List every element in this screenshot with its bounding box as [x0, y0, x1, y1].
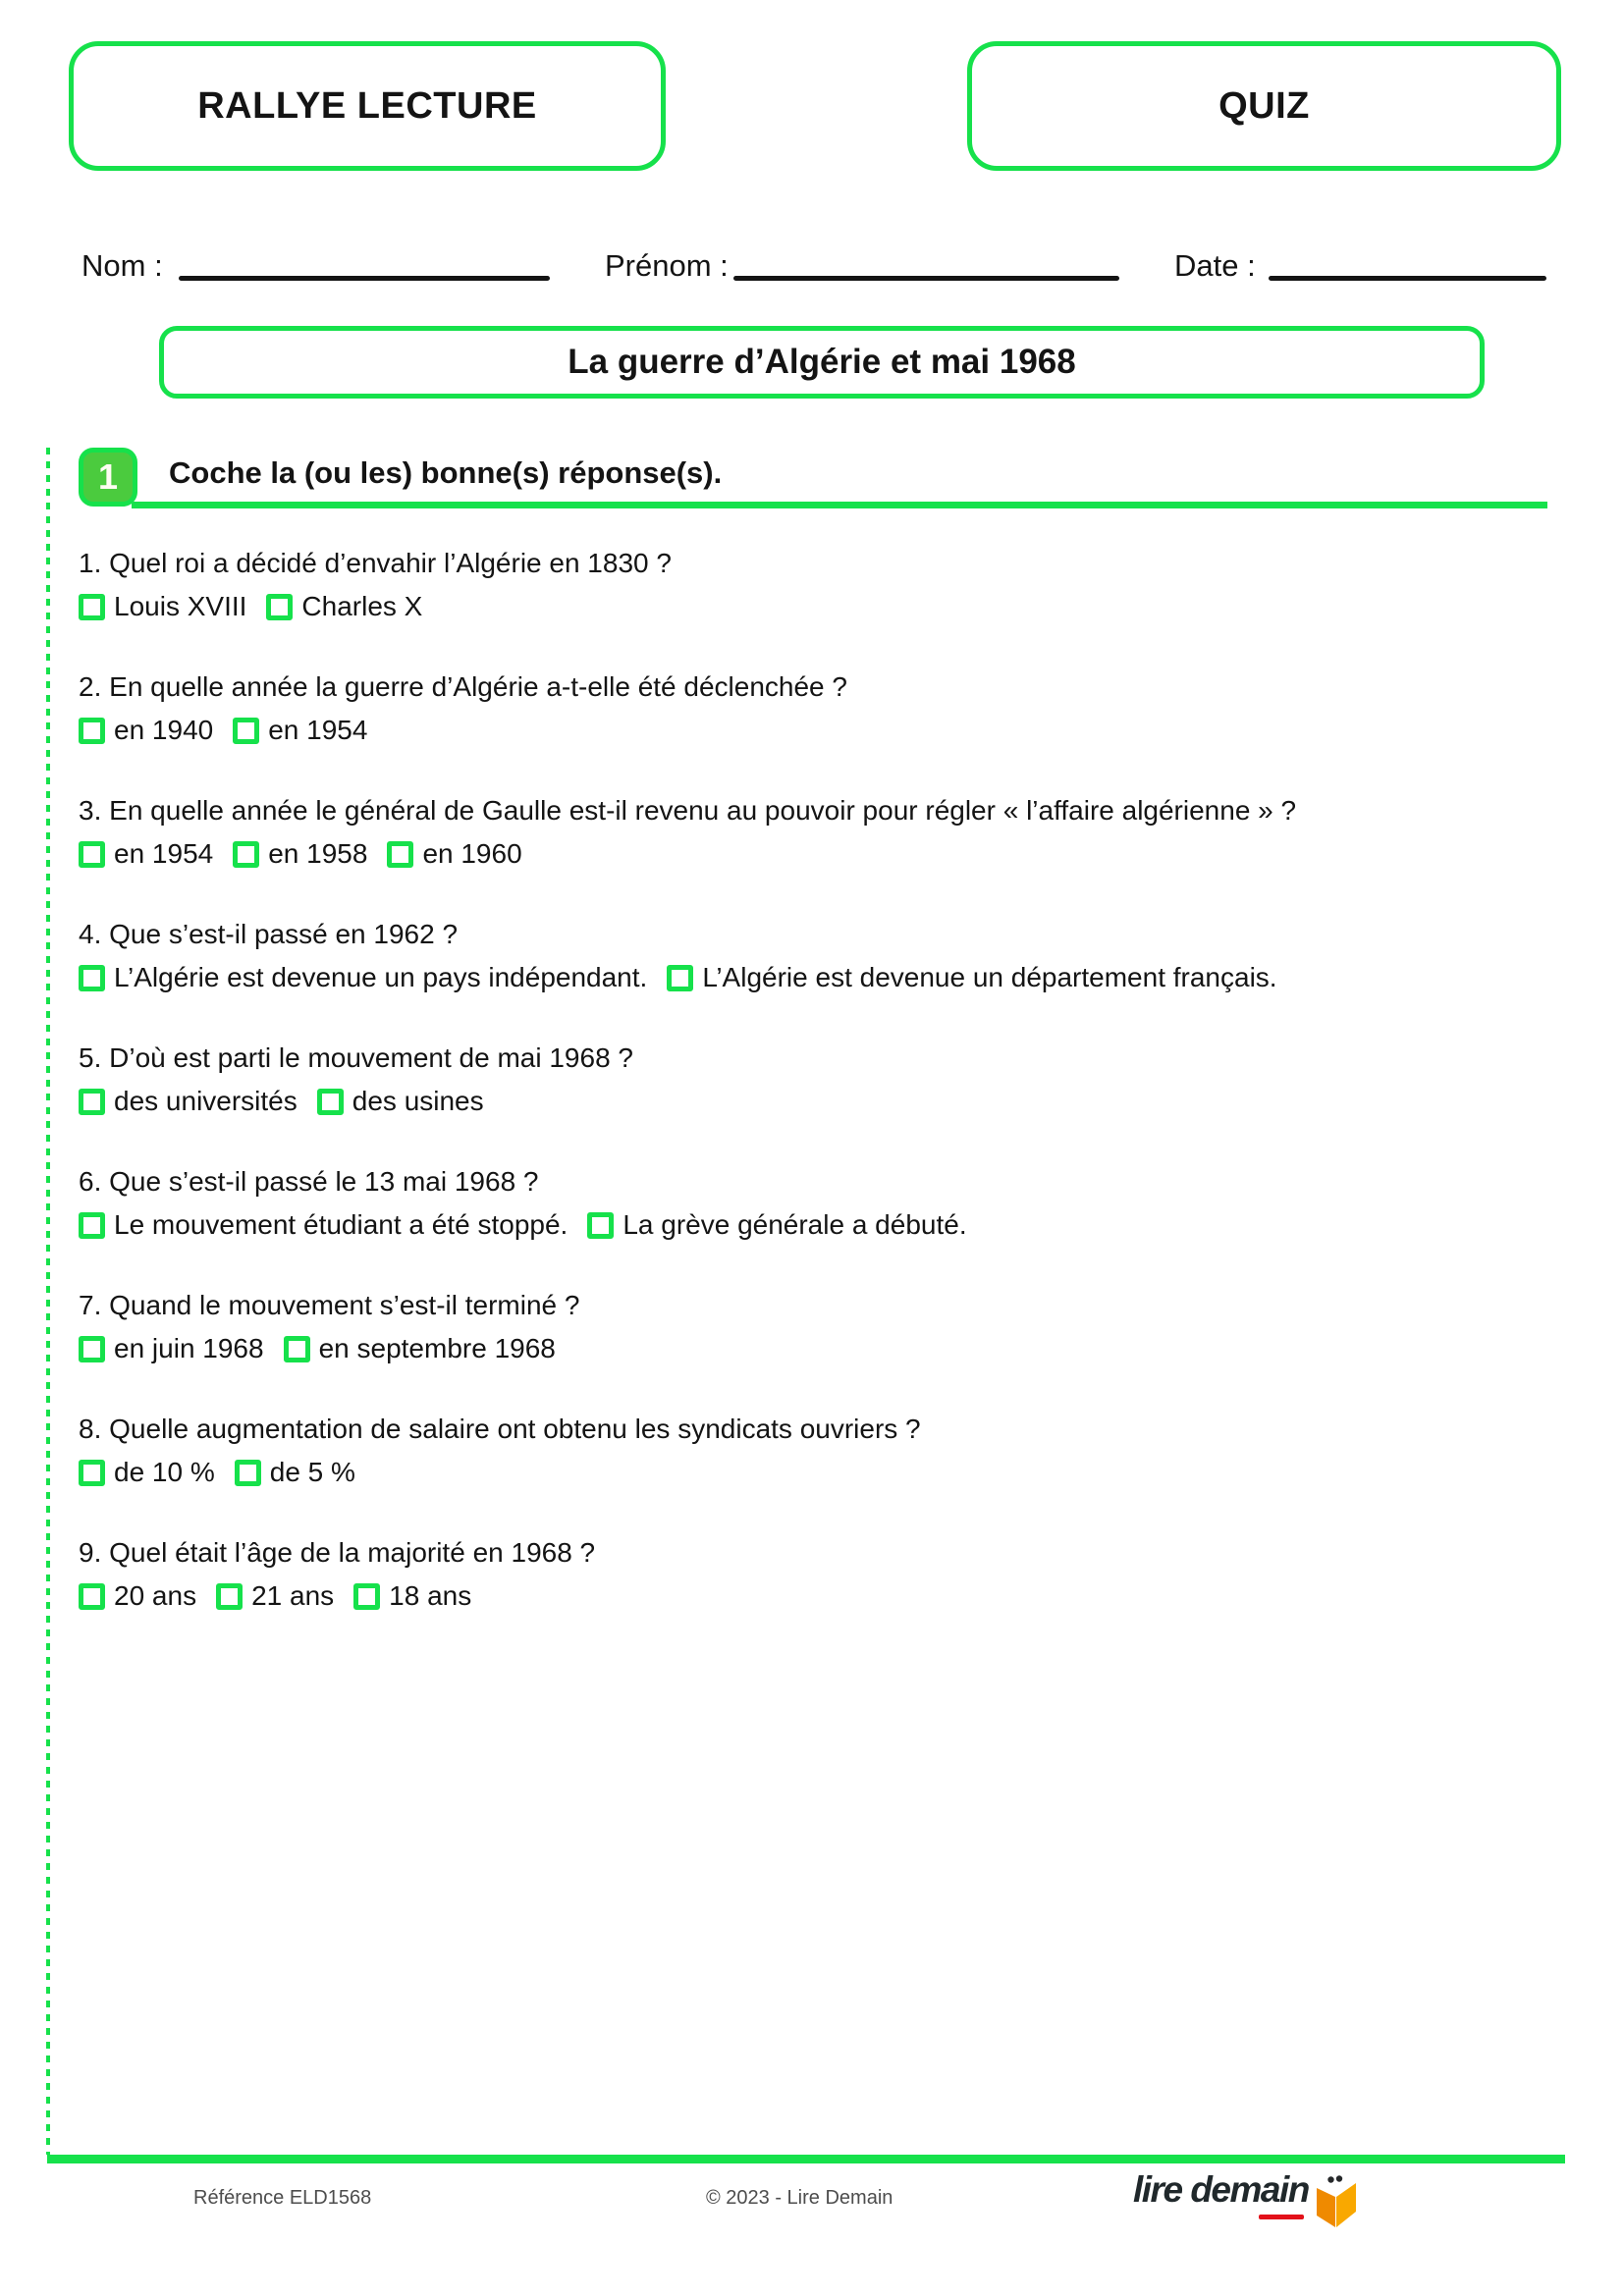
section-number: 1 [97, 456, 119, 497]
answer-option[interactable] [216, 1580, 334, 1612]
question-text: 8. Quelle augmentation de salaire ont obtenu les syndicats ouvriers ? [79, 1414, 921, 1444]
answer-option[interactable] [79, 591, 246, 622]
answer-label: en juin 1968 [114, 1333, 264, 1363]
question-number: 7. [79, 1290, 102, 1320]
answer-label: en 1940 [114, 715, 214, 745]
question-number: 5. [79, 1042, 102, 1073]
answer-checkbox[interactable] [79, 718, 105, 744]
question-item [79, 919, 1546, 993]
title-box [159, 326, 1485, 399]
quiz-box [967, 41, 1561, 171]
answer-option[interactable] [233, 715, 367, 746]
logo-tagline-bar [1259, 2215, 1304, 2219]
question-item [79, 1414, 1546, 1488]
question-number: 8. [79, 1414, 102, 1444]
question-number: 3. [79, 795, 102, 826]
answer-options-row [79, 962, 1546, 993]
question-text: 6. Que s’est-il passé le 13 mai 1968 ? [79, 1166, 539, 1197]
question-item [79, 795, 1546, 870]
answer-option[interactable] [233, 838, 367, 870]
answer-checkbox[interactable] [667, 965, 693, 991]
answer-label: des usines [352, 1086, 484, 1116]
answer-options-row [79, 1580, 1546, 1612]
question-number: 1. [79, 548, 102, 578]
answer-checkbox[interactable] [216, 1583, 243, 1610]
section-instruction: Coche la (ou les) bonne(s) réponse(s). [169, 455, 723, 490]
answer-checkbox[interactable] [233, 718, 259, 744]
answer-options-row [79, 838, 1546, 870]
answer-options-row [79, 1457, 1546, 1488]
answer-checkbox[interactable] [235, 1460, 261, 1486]
question-text: 2. En quelle année la guerre d’Algérie a-t-elle été déclenchée ? [79, 671, 847, 702]
question-text: 4. Que s’est-il passé en 1962 ? [79, 919, 459, 949]
answer-option[interactable] [353, 1580, 471, 1612]
answer-label: Louis XVIII [114, 591, 247, 621]
answer-option[interactable] [317, 1086, 484, 1117]
question-number: 6. [79, 1166, 102, 1197]
open-book-icon [1314, 2175, 1359, 2228]
answer-label: 20 ans [114, 1580, 197, 1611]
question-text: 3. En quelle année le général de Gaulle est-il revenu au pouvoir pour régler « l’affaire algérienne » ? [79, 795, 1297, 826]
date-label: Date : [1174, 248, 1256, 283]
rallye-lecture-box [69, 41, 666, 171]
answer-options-row [79, 1333, 1546, 1364]
answer-checkbox[interactable] [79, 594, 105, 620]
answer-option[interactable] [387, 838, 521, 870]
answer-label: en septembre 1968 [318, 1333, 556, 1363]
quiz-label: QUIZ [1218, 84, 1310, 127]
question-number: 9. [79, 1537, 102, 1568]
copyright-text: © 2023 - Lire Demain [706, 2187, 893, 2209]
reference-text: Référence ELD1568 [193, 2187, 372, 2209]
answer-option[interactable] [79, 1580, 196, 1612]
answer-options-row [79, 591, 1546, 622]
answer-option[interactable] [667, 962, 1276, 993]
question-item [79, 1042, 1546, 1117]
answer-option[interactable] [79, 1209, 568, 1241]
answer-option[interactable] [79, 962, 647, 993]
answer-checkbox[interactable] [79, 1336, 105, 1362]
date-input-line[interactable] [1269, 276, 1546, 281]
answer-label: de 5 % [269, 1457, 355, 1487]
answer-option[interactable] [79, 1457, 215, 1488]
question-number: 4. [79, 919, 102, 949]
answer-checkbox[interactable] [353, 1583, 380, 1610]
section-number-badge [79, 448, 137, 507]
answer-option[interactable] [79, 1333, 264, 1364]
question-item [79, 1537, 1546, 1612]
answer-options-row [79, 1209, 1546, 1241]
question-text: 1. Quel roi a décidé d’envahir l’Algérie en 1830 ? [79, 548, 672, 578]
answer-checkbox[interactable] [79, 1089, 105, 1115]
answer-label: Le mouvement étudiant a été stoppé. [114, 1209, 568, 1240]
answer-option[interactable] [79, 715, 213, 746]
answer-checkbox[interactable] [79, 1460, 105, 1486]
answer-checkbox[interactable] [79, 965, 105, 991]
rallye-lecture-label: RALLYE LECTURE [197, 84, 537, 127]
answer-option[interactable] [587, 1209, 966, 1241]
answer-label: La grève générale a débuté. [623, 1209, 967, 1240]
answer-label: des universités [114, 1086, 298, 1116]
answer-label: en 1958 [268, 838, 368, 869]
answer-checkbox[interactable] [284, 1336, 310, 1362]
question-item [79, 1166, 1546, 1241]
answer-options-row [79, 1086, 1546, 1117]
section-underline [132, 502, 1547, 508]
prenom-input-line[interactable] [733, 276, 1119, 281]
question-item [79, 671, 1546, 746]
question-item [79, 1290, 1546, 1364]
answer-label: 21 ans [251, 1580, 335, 1611]
page-title: La guerre d’Algérie et mai 1968 [568, 343, 1076, 381]
answer-checkbox[interactable] [587, 1212, 614, 1239]
answer-checkbox[interactable] [266, 594, 293, 620]
answer-checkbox[interactable] [317, 1089, 344, 1115]
lire-demain-logo [1129, 2167, 1375, 2236]
questions-list [79, 548, 1546, 1661]
answer-label: en 1960 [422, 838, 522, 869]
answer-checkbox[interactable] [79, 1212, 105, 1239]
question-text: 7. Quand le mouvement s’est-il terminé ? [79, 1290, 580, 1320]
answer-option[interactable] [266, 591, 422, 622]
answer-label: 18 ans [389, 1580, 472, 1611]
answer-options-row [79, 715, 1546, 746]
answer-checkbox[interactable] [387, 841, 413, 868]
question-text: 9. Quel était l’âge de la majorité en 1968 ? [79, 1537, 596, 1568]
answer-checkbox[interactable] [233, 841, 259, 868]
answer-option[interactable] [79, 838, 213, 870]
nom-input-line[interactable] [179, 276, 550, 281]
question-item [79, 548, 1546, 622]
footer-divider [47, 2155, 1565, 2163]
answer-checkbox[interactable] [79, 841, 105, 868]
answer-label: de 10 % [114, 1457, 215, 1487]
left-dashed-border [46, 448, 50, 2155]
prenom-label: Prénom : [605, 248, 729, 283]
question-number: 2. [79, 671, 102, 702]
logo-text: lire demain [1133, 2169, 1309, 2210]
answer-option[interactable] [284, 1333, 556, 1364]
answer-option[interactable] [79, 1086, 298, 1117]
question-text: 5. D’où est parti le mouvement de mai 1968 ? [79, 1042, 633, 1073]
answer-checkbox[interactable] [79, 1583, 105, 1610]
answer-label: Charles X [301, 591, 423, 621]
answer-label: L’Algérie est devenue un département français. [702, 962, 1277, 992]
answer-option[interactable] [235, 1457, 355, 1488]
answer-label: L’Algérie est devenue un pays indépendant. [114, 962, 648, 992]
answer-label: en 1954 [268, 715, 368, 745]
answer-label: en 1954 [114, 838, 214, 869]
nom-label: Nom : [81, 248, 163, 283]
